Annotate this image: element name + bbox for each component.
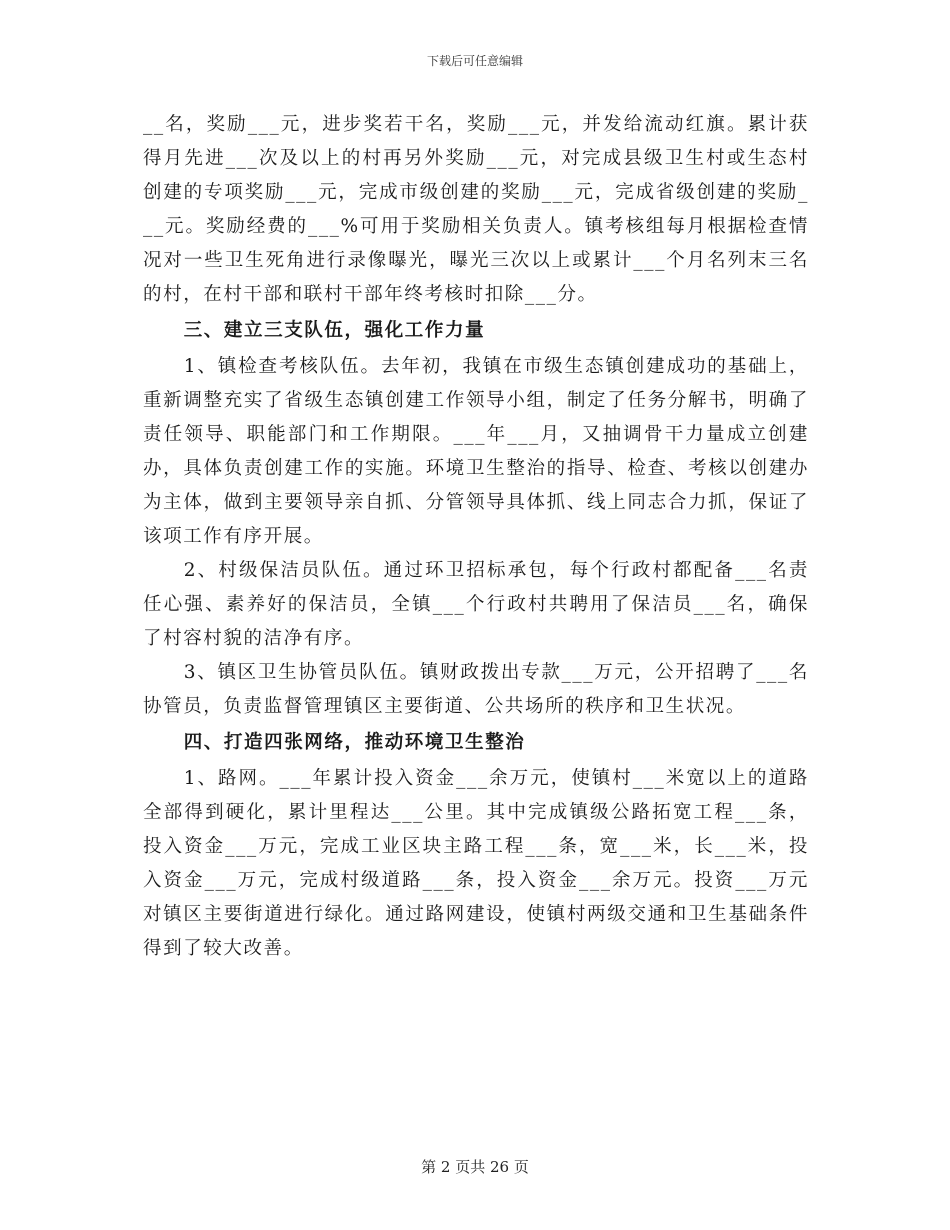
- page-header: 下载后可任意编辑: [426, 54, 523, 68]
- paragraph-rewards-continued: __名，奖励___元，进步奖若干名，奖励___元，并发给流动红旗。累计获得月先进___次及以上的村再另外奖励___元，对完成县级卫生村或生态村创建的专项奖励___元，完成市级创建的奖励___元，完成省级创建的奖励___元。奖励经费的___%可用于奖励相关负责人。镇考核组每月根据检查情况对一些卫生死角进行录像曝光，曝光三次以上或累计___个月名列末三名的村，在村干部和联村干部年终考核时扣除___分。: [143, 114, 809, 305]
- paragraph-health-coordinators: 3、镇区卫生协管员队伍。镇财政拨出专款___万元，公开招聘了___名协管员，负责监督管理镇区主要街道、公共场所的秩序和卫生状况。: [143, 662, 809, 717]
- paragraph-road-network: 1、路网。___年累计投入资金___余万元，使镇村___米宽以上的道路全部得到硬化，累计里程达___公里。其中完成镇级公路拓宽工程___条，投入资金___万元，完成工业区块主路工程___条，宽___米，长___米，投入资金___万元，完成村级道路___条，投入资金___余万元。投资___万元对镇区主要街道进行绿化。通过路网建设，使镇村两级交通和卫生基础条件得到了较大改善。: [143, 768, 809, 959]
- document-body: [143, 108, 809, 966]
- paragraph-inspection-team: 1、镇检查考核队伍。去年初，我镇在市级生态镇创建成功的基础上，重新调整充实了省级生态镇创建工作领导小组，制定了任务分解书，明确了责任领导、职能部门和工作期限。___年___月，又抽调骨干力量成立创建办，具体负责创建工作的实施。环境卫生整治的指导、检查、考核以创建办为主体，做到主要领导亲自抓、分管领导具体抓、线上同志合力抓，保证了该项工作有序开展。: [143, 356, 809, 547]
- paragraph-village-cleaners: 2、村级保洁员队伍。通过环卫招标承包，每个行政村都配备___名责任心强、素养好的保洁员，全镇___个行政村共聘用了保洁员___名，确保了村容村貌的洁净有序。: [143, 560, 809, 649]
- section-heading-three-teams: 三、建立三支队伍，强化工作力量: [183, 320, 486, 341]
- page-number-footer: 第 2 页共 26 页: [421, 1158, 529, 1176]
- section-heading-four-networks: 四、打造四张网络，推动环境卫生整治: [183, 732, 526, 753]
